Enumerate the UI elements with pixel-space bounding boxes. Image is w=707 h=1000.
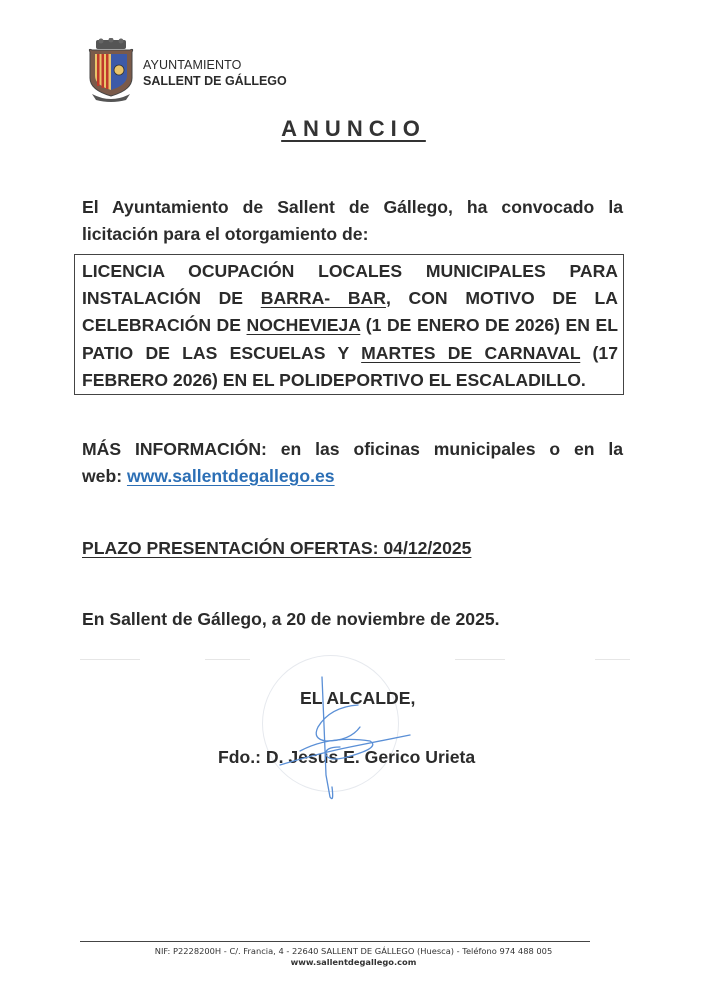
faint-line [80, 659, 140, 660]
faint-line [455, 659, 505, 660]
web-label: web: [82, 466, 127, 486]
footer-address: NIF: P2228200H - C/. Francia, 4 - 22640 SALLENT DE GÁLLEGO (Huesca) - Teléfono 974 488 005 [154, 946, 553, 956]
license-text-part: INSTALACIÓN DE [82, 288, 261, 309]
license-text [82, 258, 618, 394]
signer-role: EL ALCALDE, [300, 688, 416, 708]
license-line-4 [82, 340, 618, 367]
page-title [0, 116, 707, 142]
license-text-part: PATIO DE LAS ESCUELAS Y [82, 342, 362, 363]
license-text-part: , CON MOTIVO DE LA [385, 288, 618, 309]
more-info-paragraph [82, 436, 623, 490]
license-line-2 [82, 285, 618, 312]
info-line-2 [82, 463, 623, 490]
intro-paragraph [82, 194, 623, 248]
handwritten-signature-icon [260, 665, 460, 815]
intro-line-2: licitación para el otorgamiento de: [82, 224, 369, 244]
info-line-1: MÁS INFORMACIÓN: en las oficinas municipales o en la [82, 439, 623, 459]
license-text-part: CELEBRACIÓN DE [82, 315, 247, 336]
nochevieja-underlined: NOCHEVIEJA [246, 315, 361, 336]
footer-website: www.sallentdegallego.com [290, 957, 417, 967]
barra-bar-underlined: BARRA- BAR [260, 288, 386, 309]
coat-of-arms-icon [86, 38, 136, 102]
faint-line [595, 659, 630, 660]
carnaval-underlined: MARTES DE CARNAVAL [361, 342, 581, 363]
deadline-text: PLAZO PRESENTACIÓN OFERTAS: 04/12/2025 [82, 538, 472, 558]
license-line-3 [82, 312, 618, 339]
license-line-1: LICENCIA OCUPACIÓN LOCALES MUNICIPALES PARA [82, 261, 618, 281]
title-text: ANUNCIO [281, 116, 426, 141]
intro-line-1: El Ayuntamiento de Sallent de Gállego, ha convocado la [82, 197, 623, 217]
license-text-part: (1 DE ENERO DE 2026) EN EL [360, 315, 618, 336]
signer-name: Fdo.: D. Jesus E. Gerico Urieta [218, 747, 476, 767]
organization-name [143, 57, 287, 89]
license-line-5: FEBRERO 2026) EN EL POLIDEPORTIVO EL ESCALADILLO. [82, 369, 586, 390]
org-line-2: SALLENT DE GÁLLEGO [143, 74, 287, 88]
org-line-1: AYUNTAMIENTO [143, 58, 242, 72]
footer-divider [80, 941, 590, 942]
website-link[interactable]: www.sallentdegallego.es [126, 466, 335, 486]
faint-line [205, 659, 250, 660]
place-date-text: En Sallent de Gállego, a 20 de noviembre de 2025. [82, 609, 500, 629]
license-text-part: (17 [580, 342, 618, 363]
